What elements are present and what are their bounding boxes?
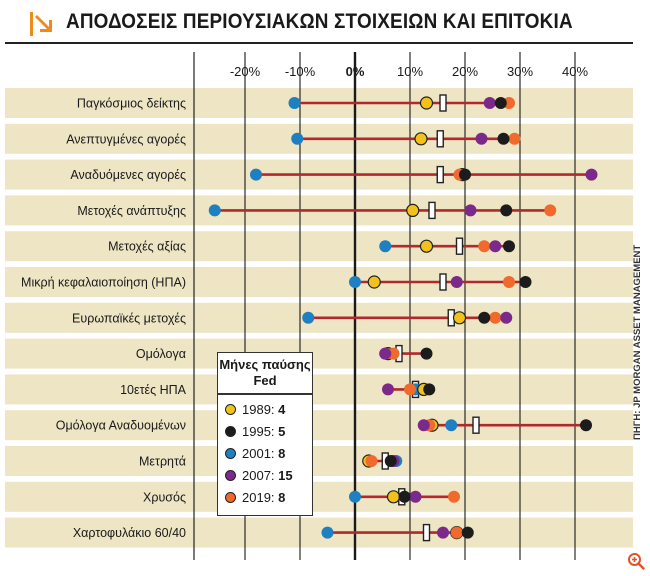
row-band bbox=[5, 446, 633, 476]
category-label: Παγκόσμιος δείκτης bbox=[76, 96, 186, 111]
data-point-2001 bbox=[379, 240, 391, 252]
data-point-1995 bbox=[495, 97, 507, 109]
legend-months: 15 bbox=[278, 467, 293, 483]
data-point-2019 bbox=[544, 204, 556, 216]
data-point-1989 bbox=[421, 97, 433, 109]
category-label: 10ετές ΗΠΑ bbox=[120, 382, 186, 397]
data-point-2019 bbox=[448, 491, 460, 503]
data-point-2019 bbox=[489, 312, 501, 324]
row-band bbox=[5, 231, 633, 261]
average-marker bbox=[429, 202, 435, 218]
data-point-1995 bbox=[459, 169, 471, 181]
data-point-1989 bbox=[421, 240, 433, 252]
data-point-1995 bbox=[498, 133, 510, 145]
category-label: Ευρωπαϊκές μετοχές bbox=[72, 311, 186, 326]
data-point-1995 bbox=[478, 312, 490, 324]
average-marker bbox=[457, 238, 463, 254]
data-point-2007 bbox=[489, 240, 501, 252]
legend-label: 2019: 8 bbox=[242, 489, 286, 505]
data-point-2001 bbox=[349, 276, 361, 288]
data-point-1995 bbox=[399, 491, 411, 503]
x-tick-label: 30% bbox=[506, 64, 534, 79]
legend-item-2019 bbox=[218, 487, 312, 509]
data-point-2019 bbox=[478, 240, 490, 252]
legend-item-2007 bbox=[218, 465, 312, 487]
data-point-2001 bbox=[302, 312, 314, 324]
average-marker bbox=[424, 525, 430, 541]
data-point-2001 bbox=[445, 419, 457, 431]
category-label: Ανεπτυγμένες αγορές bbox=[66, 132, 186, 147]
data-point-1989 bbox=[407, 204, 419, 216]
data-point-2019 bbox=[451, 527, 463, 539]
row-band bbox=[5, 339, 633, 369]
legend-separator bbox=[218, 393, 312, 395]
legend-label: 1995: 5 bbox=[242, 423, 286, 439]
data-point-1995 bbox=[500, 204, 512, 216]
category-label: Μετοχές αξίας bbox=[108, 239, 186, 254]
data-point-1989 bbox=[415, 133, 427, 145]
legend bbox=[217, 352, 313, 516]
data-point-2001 bbox=[322, 527, 334, 539]
data-point-1995 bbox=[423, 383, 435, 395]
data-point-2019 bbox=[509, 133, 521, 145]
source-credit: ΠΗΓΗ: JP MORGAN ASSET MANAGEMENT bbox=[632, 244, 643, 440]
x-tick-label: 0% bbox=[345, 64, 365, 79]
data-point-2019 bbox=[503, 276, 515, 288]
x-tick-label: -10% bbox=[284, 64, 316, 79]
data-point-2007 bbox=[476, 133, 488, 145]
data-point-2001 bbox=[250, 169, 262, 181]
legend-marker bbox=[225, 448, 236, 459]
legend-year: 1995 bbox=[242, 423, 271, 439]
legend-marker bbox=[225, 426, 236, 437]
data-point-2007 bbox=[500, 312, 512, 324]
data-point-2007 bbox=[465, 204, 477, 216]
legend-marker bbox=[225, 470, 236, 481]
category-label: Αναδυόμενες αγορές bbox=[70, 168, 186, 183]
x-axis-tick-labels bbox=[230, 64, 589, 79]
data-point-1995 bbox=[503, 240, 515, 252]
data-point-1995 bbox=[421, 348, 433, 360]
data-point-2007 bbox=[410, 491, 422, 503]
row-band bbox=[5, 374, 633, 404]
data-point-2019 bbox=[404, 383, 416, 395]
data-point-2019 bbox=[366, 455, 378, 467]
data-point-2001 bbox=[209, 204, 221, 216]
legend-months: 8 bbox=[278, 489, 286, 505]
legend-year: 2019 bbox=[242, 489, 271, 505]
average-marker bbox=[437, 131, 443, 147]
category-label: Μετρητά bbox=[139, 454, 186, 469]
category-label: Μετοχές ανάπτυξης bbox=[77, 203, 186, 218]
data-point-1989 bbox=[454, 312, 466, 324]
legend-label: 2001: 8 bbox=[242, 445, 286, 461]
data-point-2007 bbox=[586, 169, 598, 181]
data-point-2007 bbox=[379, 348, 391, 360]
legend-marker bbox=[225, 404, 236, 415]
legend-item-2001 bbox=[218, 443, 312, 465]
legend-year: 1989 bbox=[242, 401, 271, 417]
legend-months: 4 bbox=[278, 401, 286, 417]
legend-year: 2001 bbox=[242, 445, 271, 461]
data-point-2007 bbox=[382, 383, 394, 395]
x-tick-label: -20% bbox=[229, 64, 261, 79]
category-label: Χαρτοφυλάκιο 60/40 bbox=[72, 526, 186, 541]
data-point-1989 bbox=[368, 276, 380, 288]
chart-title: ΑΠΟΔΟΣΕΙΣ ΠΕΡΙΟΥΣΙΑΚΩΝ ΣΤΟΙΧΕΙΩΝ ΚΑΙ ΕΠΙΤΟΚΙΑ bbox=[66, 10, 573, 33]
legend-items bbox=[218, 399, 312, 509]
legend-marker bbox=[225, 492, 236, 503]
zoom-in-icon[interactable] bbox=[627, 552, 645, 570]
x-tick-label: 20% bbox=[451, 64, 479, 79]
legend-months: 8 bbox=[278, 445, 286, 461]
data-point-2007 bbox=[451, 276, 463, 288]
data-point-1995 bbox=[462, 527, 474, 539]
x-tick-label: 40% bbox=[561, 64, 589, 79]
legend-title: Μήνες παύσης Fed bbox=[219, 357, 311, 388]
data-point-2001 bbox=[291, 133, 303, 145]
data-point-2007 bbox=[418, 419, 430, 431]
legend-months: 5 bbox=[278, 423, 286, 439]
data-point-1995 bbox=[385, 455, 397, 467]
average-marker bbox=[440, 274, 446, 290]
category-label: Ομόλογα Αναδυομένων bbox=[55, 418, 186, 433]
average-marker bbox=[473, 417, 479, 433]
legend-label: 1989: 4 bbox=[242, 401, 286, 417]
category-label: Μικρή κεφαλαιοποίηση (ΗΠΑ) bbox=[21, 275, 186, 290]
legend-year: 2007 bbox=[242, 467, 271, 483]
data-point-2007 bbox=[437, 527, 449, 539]
data-point-2001 bbox=[349, 491, 361, 503]
data-point-1995 bbox=[580, 419, 592, 431]
category-label: Χρυσός bbox=[143, 490, 186, 505]
legend-item-1989 bbox=[218, 399, 312, 421]
legend-item-1995 bbox=[218, 421, 312, 443]
data-point-2001 bbox=[289, 97, 301, 109]
average-marker bbox=[440, 95, 446, 111]
x-tick-label: 10% bbox=[396, 64, 424, 79]
data-point-1995 bbox=[520, 276, 532, 288]
row-band bbox=[5, 482, 633, 512]
category-label: Ομόλογα bbox=[135, 347, 186, 362]
data-point-1989 bbox=[388, 491, 400, 503]
average-marker bbox=[437, 167, 443, 183]
data-point-2007 bbox=[484, 97, 496, 109]
legend-label: 2007: 15 bbox=[242, 467, 293, 483]
